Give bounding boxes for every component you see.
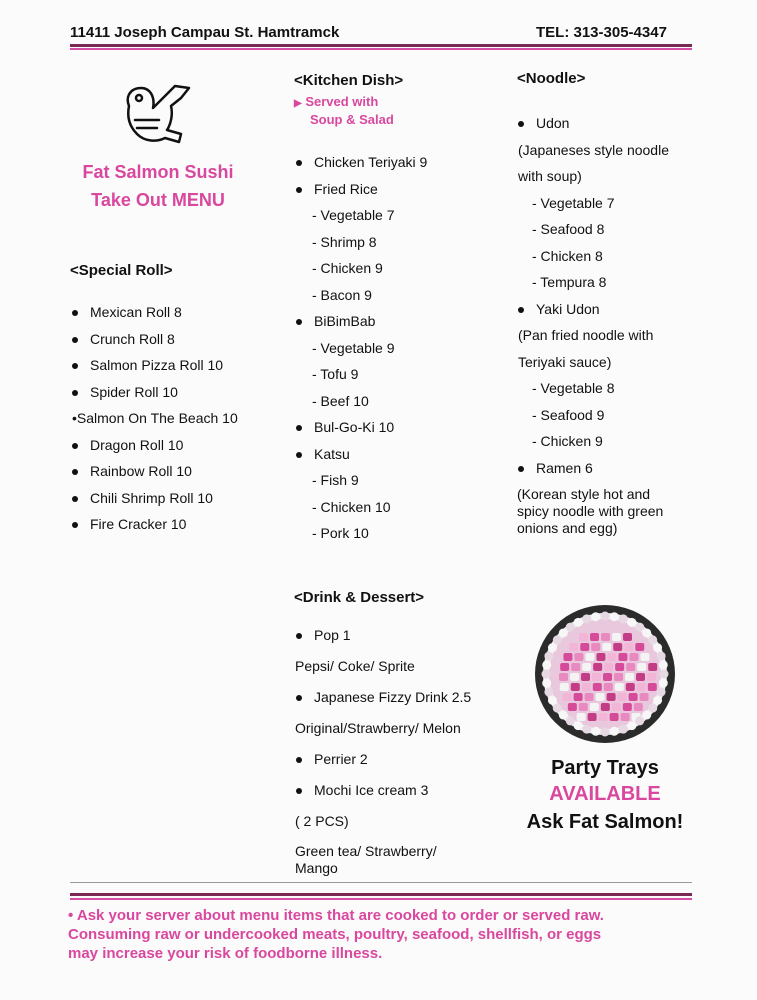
header-rule-accent	[70, 48, 692, 50]
ramen-note-line: onions and egg)	[517, 520, 618, 536]
ramen-note-line: spicy noodle with green	[517, 503, 664, 519]
health-warning-line: • Ask your server about menu items that are cooked to order or served raw.	[68, 907, 604, 924]
menu-item	[295, 713, 471, 744]
menu-item	[296, 176, 427, 203]
menu-item	[72, 405, 238, 432]
sushi-piece	[635, 643, 644, 651]
menu-item-label: Mochi Ice cream 3	[314, 782, 429, 798]
footer-rule	[70, 893, 692, 896]
menu-item	[518, 110, 669, 137]
sushi-piece	[582, 683, 591, 691]
sushi-rim-piece	[574, 721, 583, 730]
sushi-piece	[623, 703, 632, 711]
sushi-rim-piece	[648, 635, 657, 644]
arrow-icon: ▶	[294, 98, 302, 109]
sushi-piece	[588, 713, 597, 721]
sushi-piece	[563, 653, 572, 661]
menu-item-label: Perrier 2	[314, 751, 368, 767]
sushi-rim-piece	[610, 612, 619, 621]
menu-item	[296, 229, 427, 256]
sushi-piece	[636, 673, 645, 681]
sushi-rim-piece	[642, 628, 651, 637]
sushi-piece	[579, 633, 588, 641]
menu-item-label: Teriyaki sauce)	[518, 353, 612, 370]
sushi-rim-piece	[619, 725, 628, 734]
menu-item	[296, 149, 427, 176]
menu-item-label: - Pork 10	[312, 525, 369, 541]
kitchen-dish-list	[296, 149, 427, 547]
restaurant-name: Fat Salmon Sushi	[82, 162, 234, 182]
drink-dessert-title: <Drink & Dessert>	[294, 589, 425, 606]
menu-item-label: Bul-Go-Ki 10	[314, 419, 395, 435]
sushi-piece	[596, 693, 605, 701]
menu-item-label: BiBimBab	[314, 313, 376, 329]
kitchen-dish-title: <Kitchen Dish>	[294, 72, 404, 89]
menu-item	[295, 651, 471, 682]
sushi-piece	[613, 643, 622, 651]
sushi-piece	[612, 633, 621, 641]
sushi-rim-piece	[659, 679, 668, 688]
sushi-piece	[623, 633, 632, 641]
menu-item-label: Japanese Fizzy Drink 2.5	[314, 689, 472, 705]
sushi-rim-piece	[653, 696, 662, 705]
party-tray-image	[533, 603, 677, 745]
sushi-rim-piece	[660, 670, 669, 679]
sushi-rim-piece	[559, 628, 568, 637]
sushi-piece	[601, 703, 610, 711]
bullet-icon	[296, 160, 302, 166]
sushi-rim-piece	[591, 612, 600, 621]
bullet-icon	[296, 695, 302, 701]
served-with-line2: Soup & Salad	[310, 112, 394, 127]
menu-item-label: Rainbow Roll 10	[90, 463, 192, 479]
sushi-piece	[624, 643, 633, 651]
bullet-icon	[296, 788, 302, 794]
sushi-rim-piece	[657, 687, 666, 696]
menu-item-label: - Vegetable 9	[312, 339, 395, 356]
menu-item	[296, 441, 427, 468]
menu-item	[518, 216, 669, 243]
menu-item-label: Udon	[536, 115, 570, 131]
sushi-piece	[593, 663, 602, 671]
menu-item-label: - Fish 9	[312, 472, 359, 488]
menu-item-label: - Chicken 9	[312, 260, 383, 276]
menu-item	[296, 494, 427, 521]
menu-item-label: - Seafood 9	[532, 406, 605, 423]
sushi-piece	[563, 693, 572, 701]
menu-item-label: Crunch Roll 8	[90, 330, 175, 347]
bullet-icon	[296, 425, 302, 431]
sushi-piece	[571, 663, 580, 671]
ramen-note-line: (Korean style hot and	[517, 486, 651, 502]
sushi-piece	[607, 693, 616, 701]
menu-item-label: ( 2 PCS)	[295, 813, 349, 829]
menu-item-label: Salmon Pizza Roll 10	[90, 357, 224, 373]
menu-subtitle: Take Out MENU	[91, 190, 225, 210]
sushi-piece	[612, 703, 621, 711]
sushi-piece	[637, 663, 646, 671]
bullet-icon	[72, 443, 78, 449]
menu-item	[72, 299, 238, 326]
sushi-piece	[640, 653, 649, 661]
sushi-rim-piece	[566, 716, 575, 725]
sushi-piece	[574, 693, 583, 701]
sushi-rim-piece	[591, 727, 600, 736]
phone: TEL: 313-305-4347	[536, 24, 667, 41]
sushi-piece	[596, 653, 605, 661]
bullet-icon	[72, 469, 78, 475]
menu-item	[296, 255, 427, 282]
sushi-piece	[648, 663, 657, 671]
sushi-piece	[569, 643, 578, 651]
sushi-rim-piece	[542, 670, 551, 679]
menu-item	[72, 432, 238, 459]
sushi-rim-piece	[601, 728, 610, 737]
sushi-rim-piece	[548, 696, 557, 705]
menu-item-label: - Bacon 9	[312, 286, 372, 303]
menu-item-label: - Vegetable 7	[312, 207, 395, 223]
menu-item-label: - Chicken 9	[532, 433, 603, 449]
menu-item	[296, 467, 427, 494]
menu-item-label: - Shrimp 8	[312, 233, 377, 250]
mochi-flavors-line2: Mango	[295, 860, 338, 876]
bullet-icon	[296, 187, 302, 193]
sushi-rim-piece	[553, 704, 562, 713]
sushi-piece	[601, 633, 610, 641]
sushi-piece	[615, 683, 624, 691]
sushi-rim-piece	[619, 614, 628, 623]
sushi-rim-piece	[657, 652, 666, 661]
menu-item-label: Pop 1	[314, 627, 351, 643]
sushi-rim-piece	[544, 652, 553, 661]
sushi-piece	[629, 693, 638, 701]
party-ask: Ask Fat Salmon!	[526, 811, 684, 833]
menu-item-label: Chicken Teriyaki 9	[314, 154, 428, 170]
health-warning-line: may increase your risk of foodborne illness.	[68, 945, 383, 962]
bullet-icon	[296, 633, 302, 639]
sushi-piece	[621, 713, 630, 721]
sushi-rim-piece	[566, 623, 575, 632]
menu-item	[296, 744, 471, 775]
sushi-piece	[615, 663, 624, 671]
mochi-flavors-line1: Green tea/ Strawberry/	[295, 843, 437, 859]
sushi-piece	[604, 663, 613, 671]
sushi-piece	[602, 643, 611, 651]
sushi-rim-piece	[659, 660, 668, 669]
menu-item	[296, 335, 427, 362]
bullet-icon	[72, 522, 78, 528]
bullet-icon	[72, 337, 78, 343]
special-roll-list	[72, 299, 238, 538]
sushi-rim-piece	[559, 711, 568, 720]
party-trays-heading: Party Trays	[551, 757, 659, 779]
sushi-rim-piece	[648, 704, 657, 713]
menu-item-label: Spider Roll 10	[90, 383, 178, 400]
sushi-piece	[592, 673, 601, 681]
sushi-piece	[559, 673, 568, 681]
sushi-rim-piece	[553, 635, 562, 644]
sushi-piece	[599, 713, 608, 721]
sushi-piece	[571, 683, 580, 691]
sushi-rim-piece	[574, 618, 583, 627]
bullet-icon	[296, 757, 302, 763]
sushi-piece	[585, 693, 594, 701]
menu-item-label: - Tofu 9	[312, 366, 359, 382]
sushi-piece	[580, 643, 589, 651]
sushi-rim-piece	[582, 614, 591, 623]
sushi-piece	[629, 653, 638, 661]
menu-item-label: - Vegetable 7	[532, 194, 615, 211]
menu-item	[518, 375, 669, 402]
menu-item-label: Fried Rice	[314, 180, 378, 197]
sushi-rim-piece	[542, 679, 551, 688]
menu-item-label: - Beef 10	[312, 392, 369, 409]
sushi-piece	[585, 653, 594, 661]
sushi-piece	[648, 683, 657, 691]
menu-item-label: •Salmon On The Beach 10	[72, 410, 238, 426]
bullet-icon	[518, 121, 524, 127]
sushi-piece	[591, 643, 600, 651]
menu-item	[518, 296, 669, 323]
sushi-piece	[640, 693, 649, 701]
sushi-piece	[607, 653, 616, 661]
menu-item	[296, 775, 471, 806]
menu-item	[72, 379, 238, 406]
sushi-piece	[590, 703, 599, 711]
footer-divider-faint	[70, 882, 692, 883]
menu-item	[72, 458, 238, 485]
menu-item	[296, 414, 427, 441]
menu-item-label: Ramen 6	[536, 459, 593, 476]
sushi-piece	[614, 673, 623, 681]
sushi-piece	[560, 663, 569, 671]
sushi-piece	[603, 673, 612, 681]
bullet-icon	[518, 466, 524, 472]
special-roll-title: <Special Roll>	[70, 262, 173, 279]
sushi-piece	[626, 663, 635, 671]
served-with-line1: Served with	[305, 94, 379, 109]
sushi-rim-piece	[582, 725, 591, 734]
menu-item	[296, 388, 427, 415]
menu-item	[295, 806, 471, 837]
sushi-piece	[590, 633, 599, 641]
sushi-rim-piece	[610, 727, 619, 736]
bullet-icon	[518, 307, 524, 313]
menu-item	[296, 308, 427, 335]
sushi-piece	[626, 683, 635, 691]
sushi-piece	[582, 663, 591, 671]
sushi-piece	[634, 703, 643, 711]
sushi-piece	[570, 673, 579, 681]
menu-item	[296, 282, 427, 309]
menu-item	[518, 428, 669, 455]
sushi-piece	[604, 683, 613, 691]
sushi-piece	[579, 703, 588, 711]
sushi-rim-piece	[653, 643, 662, 652]
menu-item	[72, 511, 238, 538]
menu-item	[518, 190, 669, 217]
menu-item-label: - Vegetable 8	[532, 380, 615, 396]
menu-item	[296, 361, 427, 388]
menu-item-label: - Tempura 8	[532, 274, 607, 290]
sushi-piece	[560, 683, 569, 691]
menu-item	[296, 202, 427, 229]
menu-item-label: - Seafood 8	[532, 221, 605, 237]
sushi-rim-piece	[548, 643, 557, 652]
menu-item-label: Pepsi/ Coke/ Sprite	[295, 658, 415, 674]
menu-item	[518, 349, 669, 376]
address: 11411 Joseph Campau St. Hamtramck	[70, 24, 340, 41]
menu-item-label: (Pan fried noodle with	[518, 327, 654, 343]
sushi-piece	[610, 713, 619, 721]
sushi-piece	[637, 683, 646, 691]
sushi-piece	[593, 683, 602, 691]
drink-dessert-list	[296, 620, 471, 837]
menu-item	[518, 137, 669, 164]
menu-item-label: (Japaneses style noodle	[518, 141, 669, 158]
bullet-icon	[72, 363, 78, 369]
menu-item-label: - Chicken 8	[532, 247, 603, 264]
menu-item-label: Fire Cracker 10	[90, 516, 187, 532]
sushi-piece	[568, 703, 577, 711]
menu-item	[296, 520, 427, 547]
menu-item	[518, 163, 669, 190]
menu-item-label: Dragon Roll 10	[90, 436, 184, 453]
sushi-piece	[647, 673, 656, 681]
party-available: AVAILABLE	[549, 783, 661, 805]
sushi-rim-piece	[635, 716, 644, 725]
fish-logo-icon	[115, 80, 195, 146]
sushi-piece	[581, 673, 590, 681]
menu-item	[518, 455, 669, 482]
menu-item-label: Katsu	[314, 445, 350, 462]
health-warning	[68, 906, 708, 963]
menu-item-label: with soup)	[518, 168, 582, 184]
noodle-title: <Noodle>	[517, 70, 586, 87]
bullet-icon	[72, 390, 78, 396]
bullet-icon	[296, 319, 302, 325]
menu-item-label: Yaki Udon	[536, 300, 600, 317]
footer-rule-accent	[70, 898, 692, 900]
bullet-icon	[72, 310, 78, 316]
sushi-rim-piece	[544, 687, 553, 696]
menu-item	[296, 682, 471, 713]
menu-item	[72, 326, 238, 353]
header-rule	[70, 44, 692, 47]
menu-item	[518, 243, 669, 270]
served-with-note	[294, 94, 378, 109]
sushi-rim-piece	[601, 612, 610, 621]
bullet-icon	[72, 496, 78, 502]
sushi-rim-piece	[627, 618, 636, 627]
sushi-piece	[577, 713, 586, 721]
menu-item	[518, 269, 669, 296]
menu-item	[72, 352, 238, 379]
menu-item	[518, 402, 669, 429]
ramen-note	[517, 486, 663, 537]
menu-item	[72, 485, 238, 512]
sushi-piece	[574, 653, 583, 661]
sushi-rim-piece	[635, 623, 644, 632]
menu-item-label: Original/Strawberry/ Melon	[295, 720, 461, 736]
health-warning-line: Consuming raw or undercooked meats, poultry, seafood, shellfish, or eggs	[68, 926, 602, 943]
sushi-piece	[618, 693, 627, 701]
sushi-rim-piece	[642, 711, 651, 720]
noodle-list	[518, 110, 669, 481]
menu-item	[296, 620, 471, 651]
bullet-icon	[296, 452, 302, 458]
menu-item-label: Chili Shrimp Roll 10	[90, 489, 213, 506]
menu-item-label: Mexican Roll 8	[90, 304, 182, 320]
sushi-piece	[618, 653, 627, 661]
sushi-rim-piece	[627, 721, 636, 730]
menu-item	[518, 322, 669, 349]
menu-item-label: - Chicken 10	[312, 498, 391, 515]
sushi-piece	[625, 673, 634, 681]
sushi-rim-piece	[542, 660, 551, 669]
